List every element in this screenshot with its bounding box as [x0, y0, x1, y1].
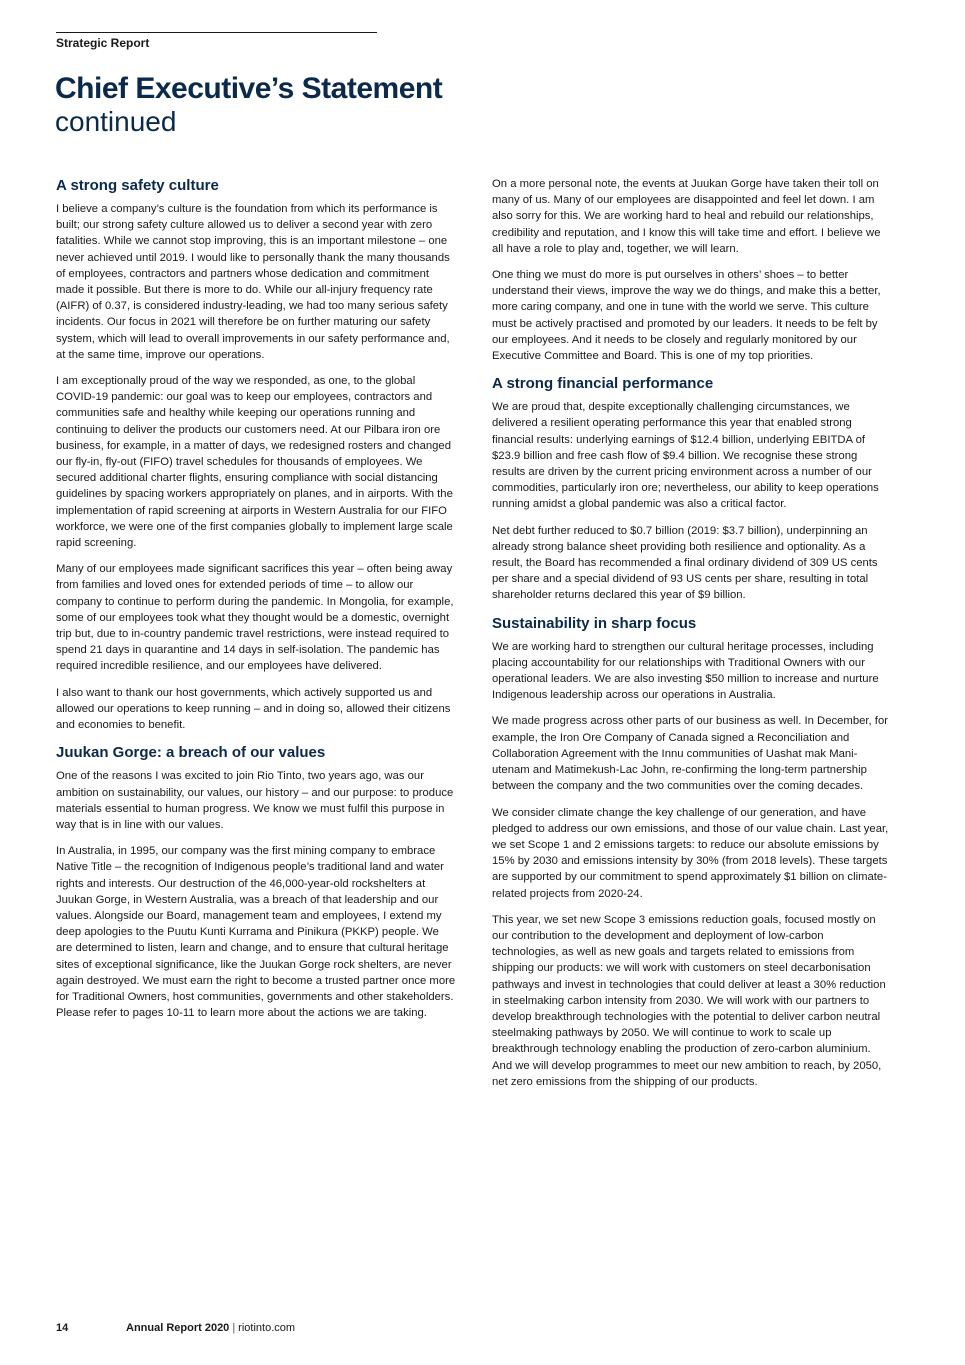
footer-report-info	[126, 1322, 295, 1334]
paragraph: One of the reasons I was excited to join Rio Tinto, two years ago, was our ambition on sustainability, our values, our history – and our purpose: to produce materials essential to human progress. We know we must fulfil this purpose in way that is in line with our values.	[56, 770, 454, 831]
paragraph: I also want to thank our host governments, which actively supported us and allowed our operations to keep running – and in doing so, allowed their citizens and economies to benefit.	[56, 686, 451, 732]
heading-sustainability: Sustainability in sharp focus	[492, 614, 697, 632]
paragraph: We made progress across other parts of our business as well. In December, for example, the Iron Ore Company of Canada signed a Reconciliation and Collaboration Agreement with the Innu communities of Uashat mak Mani-utenam and Matimekush-Lac John, re-confirming the long-term partnership between the company and the two communities over the coming decades.	[492, 715, 888, 793]
left-column	[56, 176, 456, 1031]
header-rule	[56, 32, 377, 33]
section-label: Strategic Report	[56, 36, 150, 50]
heading-safety-culture: A strong safety culture	[56, 177, 219, 194]
page-number: 14	[56, 1322, 69, 1334]
heading-financial-performance: A strong financial performance	[492, 375, 714, 393]
heading-juukan-gorge: Juukan Gorge: a breach of our values	[56, 744, 326, 762]
report-name: Annual Report 2020	[126, 1322, 230, 1334]
paragraph: On a more personal note, the events at Juukan Gorge have taken their toll on many of us. Many of our employees are disappointed and feel let down. I am also sorry for this. We are working hard to heal and rebuild our relationships, credibility and reputation, and I know this will take time and effort. I believe we all have a role to play and, together, we will learn.	[492, 178, 881, 255]
paragraph: We consider climate change the key challenge of our generation, and have pledged to address our own emissions, and those of our value chain. Last year, we set Scope 1 and 2 emissions targets: to reduce our absolute emissions by 15% by 2030 and emissions intensity by 30% (from 2018 levels). These targets are supported by our commitment to spend approximately $1 billion on climate-related projects from 2020-24.	[492, 806, 889, 900]
footer-separator: |	[232, 1322, 236, 1334]
right-column	[492, 176, 892, 1100]
paragraph: In Australia, in 1995, our company was the first mining company to embrace Native Title – the recognition of Indigenous people’s traditional land and water rights and interests. Our destruction of the 46,000-year-old rockshelters at Juukan Gorge, in Western Australia, was a breach of that leadership and our values. Alongside our Board, management team and employees, I extend my deep apologies to the Puutu Kunti Kurrama and Pinikura (PKKP) people. We are determined to listen, learn and change, and to ensure that cultural heritage sites of exceptional significance, like the Juukan Gorge rock shelters, are never again destroyed. We must earn the right to become a trusted partner once more for Traditional Owners, host communities, governments and other stakeholders. Please refer to pages 10-11 to learn more about the actions we are taking.	[56, 845, 456, 1020]
website-link[interactable]: riotinto.com	[238, 1322, 296, 1334]
paragraph: Net debt further reduced to $0.7 billion (2019: $3.7 billion), underpinning an already strong balance sheet providing both resilience and optionality. As a result, the Board has recommended a final ordinary dividend of 309 US cents per share and a special dividend of 93 US cents per share, resulting in total shareholder returns declared this year of $9 billion.	[492, 524, 878, 602]
paragraph: We are proud that, despite exceptionally challenging circumstances, we delivered a resilient operating performance this year that enabled strong financial results: underlying earnings of $12.4 billion, underlying EBITDA of $23.9 billion and free cash flow of $9.4 billion. We recognise these strong results are driven by the current pricing environment across a number of our commodities, particularly iron ore; nevertheless, our ability to keep operations running amidst a global pandemic was also a critical factor.	[492, 401, 879, 511]
paragraph: I believe a company’s culture is the foundation from which its performance is built; our strong safety culture allowed us to deliver a second year with zero fatalities. While we cannot stop improving, this is an important milestone – one never achieved until 2019. I would like to personally thank the many thousands of employees, contractors and partners whose dedication and commitment made it possible. But there is more to do. While our all-injury frequency rate (AIFR) of 0.37, is considered industry-leading, we had too many serious safety incidents. Our focus in 2021 will therefore be on further maturing our safety system, which will lead to overall improvements in our safety performance and, at the same time, improve our operations.	[56, 203, 450, 361]
paragraph: Many of our employees made significant sacrifices this year – often being away from families and loved ones for extended periods of time – to allow our company to continue to perform during the pandemic. In Mongolia, for example, some of our employees took what they thought would be a domestic, overnight trip but, due to in-country pandemic travel restrictions, were instead required to spend 21 days in quarantine and 14 days in self-isolation. The pandemic has required incredible resilience, and our employees have delivered.	[56, 563, 454, 673]
paragraph: We are working hard to strengthen our cultural heritage processes, including placing accountability for our relationships with Traditional Owners with our operational leaders. We are also investing $50 million to increase and nurture Indigenous leadership across our operations in Australia.	[492, 640, 879, 702]
page-subtitle: continued	[55, 106, 177, 137]
paragraph: One thing we must do more is put ourselves in others’ shoes – to better understand their views, improve the way we do things, and make this a better, more caring company, and one in tune with the world we serve. This culture must be actively practised and promoted by our leaders. It needs to be felt by our employees. And it needs to be closely and regularly monitored by our Executive Committee and Board. This is one of my top priorities.	[492, 269, 881, 363]
page-title: Chief Executive’s Statement	[55, 72, 443, 105]
paragraph: This year, we set new Scope 3 emissions reduction goals, focused mostly on our contribution to the development and deployment of low-carbon technologies, as well as new goals and targets related to emissions from shipping our products: we will work with customers on steel decarbonisation pathways and invest in technologies that could deliver at least a 30% reduction in steelmaking carbon intensity from 2030. We will work with our partners to develop breakthrough technologies with the potential to deliver carbon neutral steelmaking pathways by 2050. We will continue to work to scale up breakthrough technology enabling the production of zero-carbon aluminium. And we will develop programmes to meet our new ambition to reach, by 2050, net zero emissions from the shipping of our products.	[492, 913, 886, 1088]
paragraph: I am exceptionally proud of the way we responded, as one, to the global COVID-19 pandemic: our goal was to keep our employees, contractors and communities safe and healthy while keeping our operations running and continuing to deliver the products our customers need. At our Pilbara iron ore business, for example, in a matter of days, we redesigned rosters and changed our fly-in, fly-out (FIFO) travel schedules for thousands of employees. We secured additional charter flights, ensuring compliance with social distancing guidelines by spacing workers appropriately on planes, and in airports. With the implementation of rapid screening at airports in Western Australia for our FIFO workforce, we were one of the first companies globally to implement large scale rapid screening.	[56, 375, 453, 550]
